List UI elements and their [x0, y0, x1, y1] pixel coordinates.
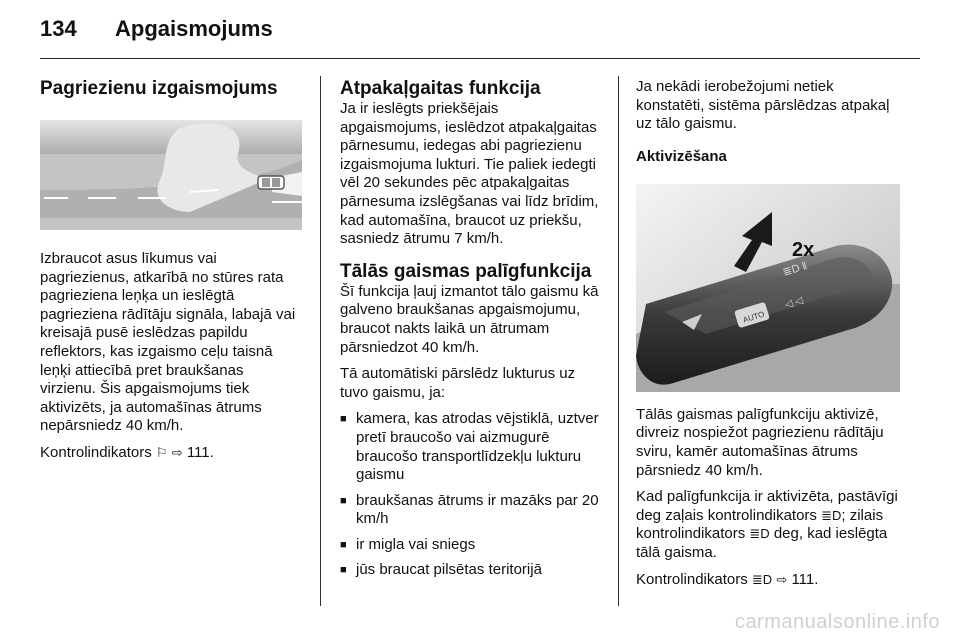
highbeam-control-line: [636, 571, 902, 590]
cornering-paragraph: Izbraucot asus līkumus vai pagriezienus, atkarībā no stūres rata pagrieziena leņķa un ieslēgtā pagrieziena rādītāju signāla, labajā vai kreisajā pusē ieslēdzas papildu reflektors, kas izgaismo ceļu taisnā leņķi attiecībā pret braukšanas virzienu. Šis apgaismojums tiek aktivizēts, ja automašīnas ātrums nepārsniedz 40 km/h.: [40, 250, 296, 435]
section-heading-highbeam-assist: Tālās gaismas palīgfunkcija: [340, 260, 592, 282]
list-item: ■ kamera, kas atrodas vējstiklā, uztver pretī braucošo vai aizmugurē braucošo transportlīdzekļu lukturu gaismu: [340, 410, 599, 484]
page-reference: 111.: [791, 570, 819, 588]
return-paragraph: Ja nekādi ierobežojumi netiek konstatēti, sistēma pārslēdzas atpakaļ uz tālo gaismu.: [636, 78, 890, 133]
cornering-light-icon: ⚐: [155, 444, 168, 460]
highbeam-assist-icon: ≣D: [751, 571, 773, 587]
turn-signal-lever-diagram: [636, 184, 900, 392]
control-prefix: Kontrolindikators: [636, 570, 748, 588]
bullet-icon: ■: [340, 494, 347, 507]
watermark: carmanualsonline.info: [734, 611, 940, 633]
control-prefix: Kontrolindikators: [40, 443, 152, 461]
header-rule: [40, 58, 920, 59]
highbeam-paragraph-1: Šī funkcija ļauj izmantot tālo gaismu kā galveno braukšanas apgaismojumu, braucot nakts laikā un ātrumam pārsniedzot 40 km/h.: [340, 282, 599, 356]
conditions-list: [340, 410, 602, 580]
page-reference-icon: ⇨: [776, 571, 788, 587]
cornering-control-line: [40, 444, 302, 463]
column-divider-1: [320, 76, 321, 606]
bullet-icon: ■: [340, 564, 347, 577]
page-header: [40, 16, 920, 56]
svg-text:≣D ǁ: ≣D ǁ: [781, 259, 809, 279]
indicator-paragraph: Kad palīgfunkcija ir aktivizēta, pastāvīgi deg zaļais kontrolindikators ≣D; zilais kontrolindikators ≣D deg, kad ieslēgta tālā gaisma.: [636, 488, 898, 561]
column-divider-2: [618, 76, 619, 606]
svg-text:AUTO: AUTO: [741, 309, 766, 325]
section-heading-reverse: Atpakaļgaitas funkcija: [340, 78, 541, 99]
activation-paragraph: Tālās gaismas palīgfunkciju aktivizē, divreiz nospiežot pagriezienu rādītāju sviru, kamēr automašīnas ātrums pārsniedz 40 km/h.: [636, 405, 884, 479]
section-heading-cornering: Pagriezienu izgaismojums: [40, 78, 278, 99]
column-2: [340, 78, 602, 587]
svg-text:◁ ◁: ◁ ◁: [783, 294, 805, 311]
page-reference: 111.: [186, 443, 214, 461]
bullet-icon: ■: [340, 413, 347, 426]
chapter-title: Apgaismojums: [115, 16, 273, 41]
column-1: [40, 78, 302, 463]
highbeam-paragraph-2: Tā automātiski pārslēdz lukturus uz tuvo gaismu, ja:: [340, 365, 576, 401]
subheading-activation: Aktivizēšana: [636, 147, 727, 165]
list-item: ■ braukšanas ātrums ir mazāks par 20 km/h: [340, 491, 599, 528]
page-number: 134: [40, 16, 77, 41]
list-item: ■ jūs braucat pilsētas teritorijā: [340, 561, 542, 579]
list-item: ■ ir migla vai sniegs: [340, 535, 476, 553]
press-twice-label: 2x: [792, 238, 815, 261]
column-3: [636, 78, 902, 589]
cornering-light-diagram: [40, 120, 302, 230]
green-indicator-icon: ≣D: [821, 507, 842, 523]
page-reference-icon: ⇨: [171, 444, 183, 460]
blue-indicator-icon: ≣D: [749, 526, 770, 542]
reverse-paragraph: Ja ir ieslēgts priekšējais apgaismojums, ieslēdzot atpakaļgaitas pārnesumu, iedegas abi pagriezienu izgaismojuma lukturi. Tie paliek iedegti vēl 20 sekundes pēc atpakaļgaitas pārnesuma izslēgšanas vai līdz brīdim, kad automašīna, braucot uz priekšu, sasniedz ātrumu 7 km/h.: [340, 100, 599, 248]
bullet-icon: ■: [340, 538, 347, 551]
